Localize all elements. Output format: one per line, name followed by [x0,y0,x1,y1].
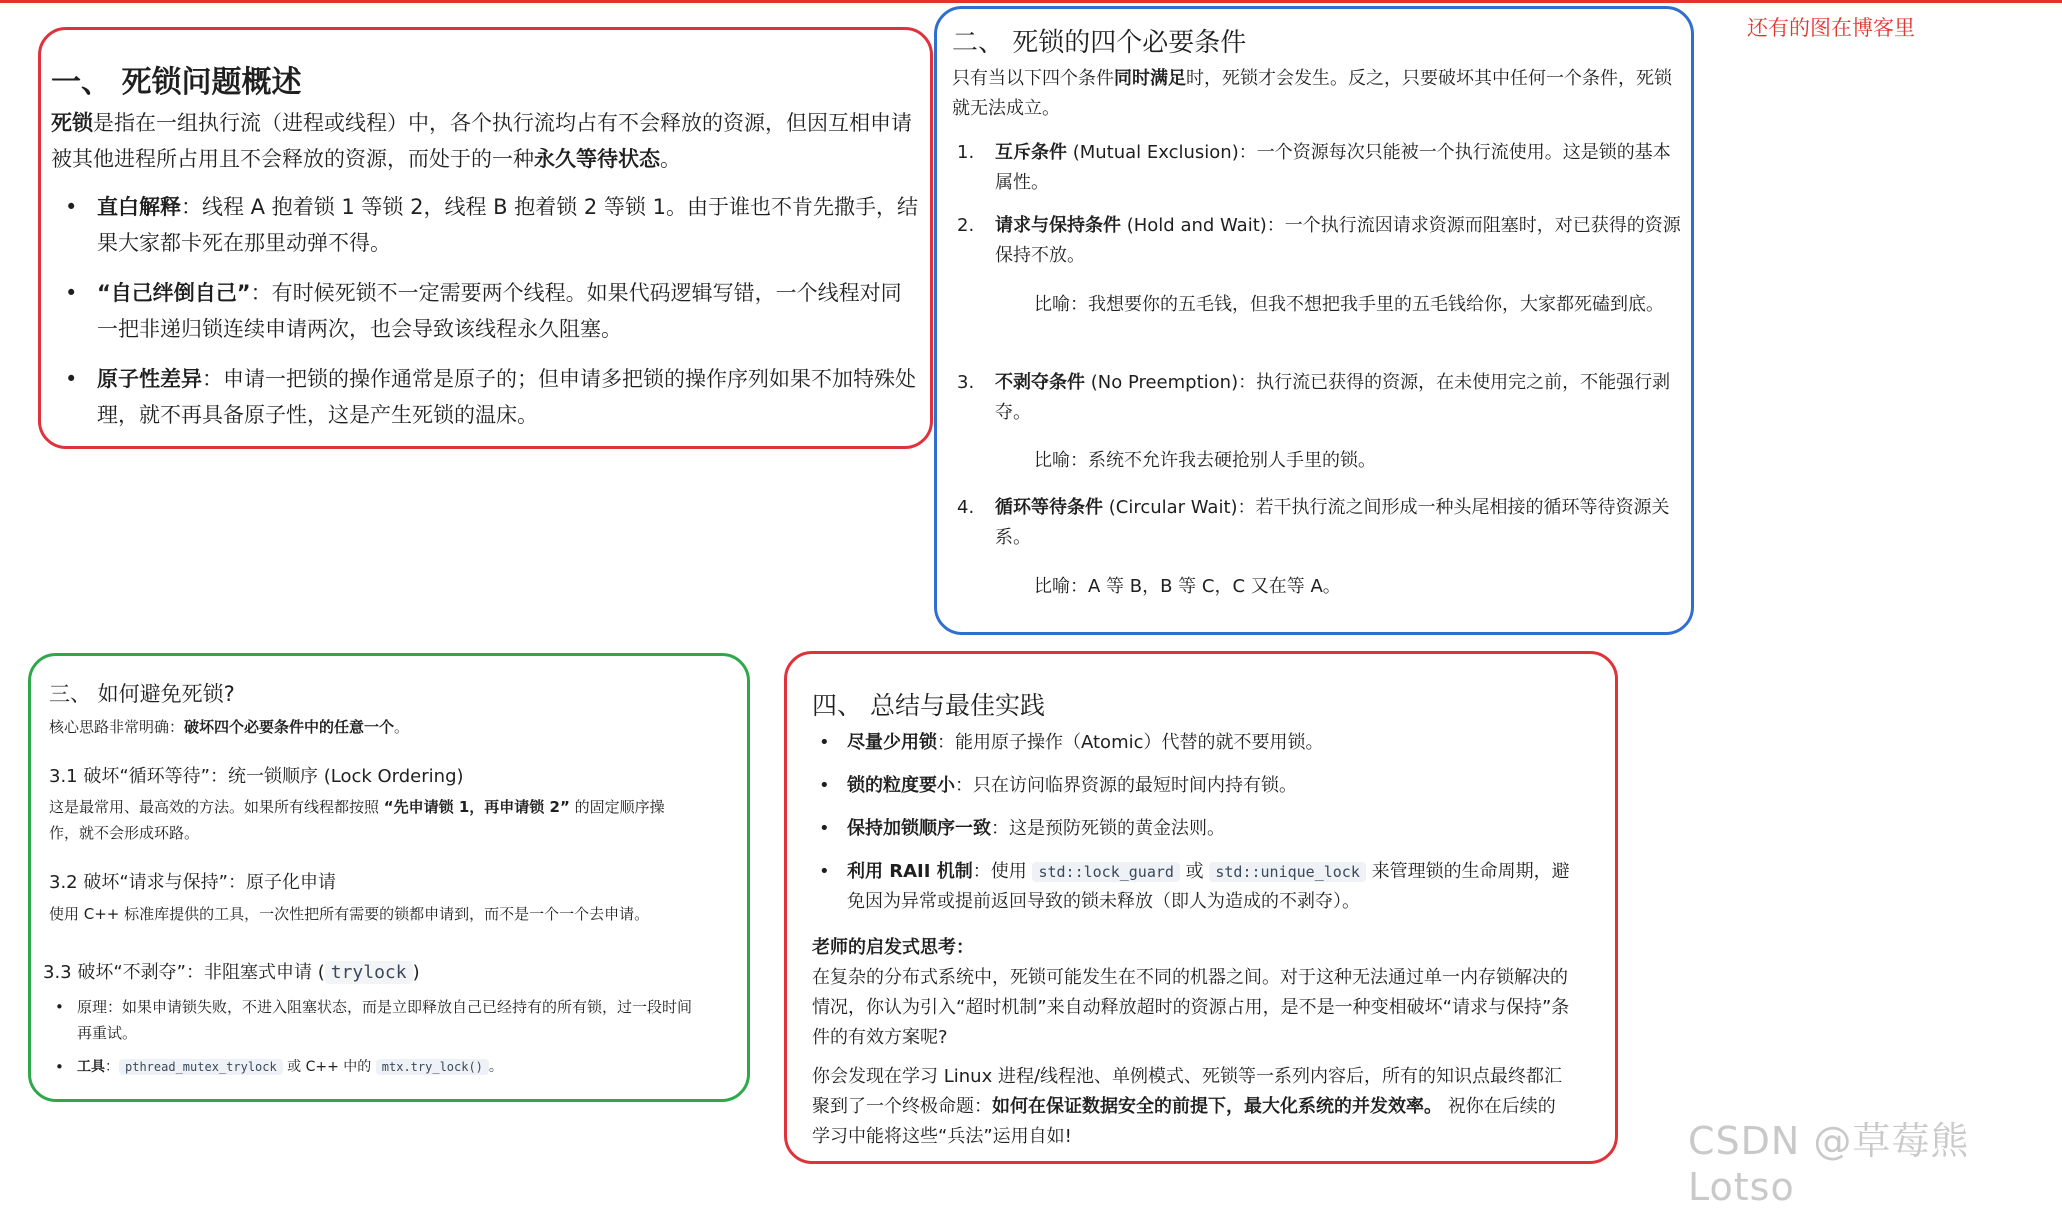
section-title: 四、 总结与最佳实践 [812,691,1045,720]
bullet-text: ：有时候死锁不一定需要两个线程。如果代码逻辑写错，一个线程对同一把非递归锁连续申请两次，也会导致该线程永久阻塞。 [97,281,902,341]
bullet-label: 原子性差异 [97,367,202,391]
bullet-label: 直白解释 [97,195,181,219]
intro-end: 。 [660,147,681,171]
condition-item [957,211,1687,271]
list-item [49,994,699,1046]
text: ) [412,962,420,983]
metaphor-text: 比喻：A 等 B，B 等 C，C 又在等 A。 [1034,576,1341,597]
bullet-icon: • [65,195,78,219]
text: ： [105,1059,119,1075]
list-item [807,814,1587,844]
section-deadlock-overview [38,27,933,449]
intro-text: 核心思路非常明确： [49,718,185,736]
condition-name: 不剥夺条件 [995,372,1085,393]
text: 3.3 破坏“不剥夺”：非阻塞式申请 ( [43,962,325,983]
blog-note: 还有的图在博客里 [1747,16,1915,40]
bullet-label: “自己绊倒自己” [97,281,251,305]
intro-paragraph [952,64,1682,124]
bullet-icon: • [819,818,830,839]
csdn-watermark: CSDN @草莓熊Lotso [1688,1119,1970,1209]
condition-name: 循环等待条件 [995,497,1103,518]
text: 的固定顺序操作，就不会形成环路。 [49,798,665,842]
intro-text: 是指在一组执行流（进程或线程）中，各个执行流均占有不会释放的资源，但因互相申请被其他进程所占用且不会释放的资源，而处于的一种 [51,111,912,171]
intro-paragraph [49,714,729,740]
subsection-3-3-title [43,958,420,984]
text: 。 [488,1059,503,1075]
list-item [51,189,921,261]
condition-item [957,493,1687,553]
bullet-text: ：这是预防死锁的黄金法则。 [991,818,1225,839]
term-deadlock: 死锁 [51,111,93,135]
code-trylock: trylock [325,961,413,984]
text: 祝你在后续的学习中能将这些“兵法”运用自如! [812,1096,1556,1147]
top-border-line [0,0,2062,3]
code-unique-lock: std::unique_lock [1209,862,1366,882]
bullet-label: 工具 [77,1059,105,1075]
item-number: 1. [957,142,975,163]
bullet-icon: • [65,367,78,391]
text: 来管理锁的生命周期，避免因为异常或提前返回导致的锁未释放（即人为造成的不剥夺）。 [847,861,1570,912]
condition-name: 互斥条件 [995,142,1067,163]
code-pthread-trylock: pthread_mutex_trylock [119,1059,283,1075]
section-avoid-deadlock [28,653,750,1102]
list-item [807,857,1587,917]
bullet-icon: • [819,775,830,796]
bullet-icon: • [55,1058,64,1076]
bullet-label: 尽量少用锁 [847,732,937,753]
section-best-practices [784,651,1618,1164]
section-title: 二、 死锁的四个必要条件 [952,28,1247,58]
teacher-thinking-title: 老师的启发式思考： [812,937,974,958]
metaphor-text: 比喻：我想要你的五毛钱，但我不想把我手里的五毛钱给你，大家都死磕到底。 [1034,294,1664,315]
metaphor-text: 比喻：系统不允许我去硬抢别人手里的锁。 [1034,450,1376,471]
intro-end: 。 [394,718,410,736]
text-bold: “先申请锁 1，再申请锁 2” [383,798,570,816]
list-item [51,275,921,347]
bullet-label: 锁的粒度要小 [847,775,955,796]
bullet-icon: • [65,281,78,305]
intro-text: 只有当以下四个条件 [952,68,1114,89]
bullet-text: ：只在访问临界资源的最短时间内持有锁。 [955,775,1297,796]
term-simultaneous: 同时满足 [1114,68,1186,89]
term-permanent-wait: 永久等待状态 [534,147,660,171]
intro-text: 时，死锁才会发生。反之，只要破坏其中任何一个条件，死锁就无法成立。 [952,68,1672,119]
bullet-text: ：能用原子操作（Atomic）代替的就不要用锁。 [937,732,1324,753]
bullet-text: ：申请一把锁的操作通常是原子的；但申请多把锁的操作序列如果不加特殊处理，就不再具备原子性，这是产生死锁的温床。 [97,367,916,427]
subsection-3-2-text: 使用 C++ 标准库提供的工具，一次性把所有需要的锁都申请到，而不是一个一个去申请。 [49,905,650,923]
item-number: 4. [957,497,975,518]
text: 你会发现在学习 Linux 进程/线程池、单例模式、死锁等一系列内容后，所有的知识点最终都汇聚到了一个终极命题： [812,1066,1563,1117]
condition-text: (Circular Wait)：若干执行流之间形成一种头尾相接的循环等待资源关系。 [995,497,1670,548]
closing-paragraph [812,1062,1572,1152]
bullet-icon: • [819,861,830,882]
text: 这是最常用、最高效的方法。如果所有线程都按照 [49,798,384,816]
text: 或 C++ 中的 [282,1059,376,1075]
condition-text: (No Preemption)：执行流已获得的资源，在未使用完之前，不能强行剥夺。 [995,372,1671,423]
text: ：使用 [972,861,1033,882]
text-bold: 如何在保证数据安全的前提下，最大化系统的并发效率。 [992,1096,1442,1117]
condition-text: (Hold and Wait)：一个执行流因请求资源而阻塞时，对已获得的资源保持不放。 [995,215,1681,266]
code-try-lock: mtx.try_lock() [376,1059,489,1075]
item-number: 2. [957,215,975,236]
item-number: 3. [957,372,975,393]
section-title: 一、 死锁问题概述 [51,65,302,100]
list-item [49,1054,729,1080]
subsection-3-2-title: 3.2 破坏“请求与保持”：原子化申请 [49,872,336,893]
condition-name: 请求与保持条件 [995,215,1121,236]
bullet-text: ：线程 A 抱着锁 1 等锁 2，线程 B 抱着锁 2 等锁 1。由于谁也不肯先撒手，结果大家都卡死在那里动弹不得。 [97,195,918,255]
subsection-3-1-text [49,794,679,846]
bullet-icon: • [819,732,830,753]
term-break-condition: 破坏四个必要条件中的任意一个 [184,718,395,736]
bullet-icon: • [55,998,64,1016]
list-item [807,728,1587,758]
subsection-3-1-title: 3.1 破坏“循环等待”：统一锁顺序 (Lock Ordering) [49,766,464,787]
condition-item [957,368,1687,428]
section-title: 三、 如何避免死锁? [49,682,235,706]
bullet-label: 保持加锁顺序一致 [847,818,991,839]
list-item [51,361,921,433]
code-lock-guard: std::lock_guard [1032,862,1179,882]
condition-item [957,138,1687,198]
text: 或 [1179,861,1210,882]
list-item [807,771,1587,801]
teacher-thinking-text: 在复杂的分布式系统中，死锁可能发生在不同的机器之间。对于这种无法通过单一内存锁解决的情况，你认为引入“超时机制”来自动释放超时的资源占用，是不是一种变相破坏“请求与保持”条件的有效方案呢? [812,967,1570,1048]
condition-text: (Mutual Exclusion)：一个资源每次只能被一个执行流使用。这是锁的基本属性。 [995,142,1671,193]
bullet-label: 利用 RAII 机制 [847,861,973,882]
intro-paragraph [51,105,921,177]
section-four-conditions [934,6,1694,635]
bullet-text: 原理：如果申请锁失败，不进入阻塞状态，而是立即释放自己已经持有的所有锁，过一段时间再重试。 [77,998,693,1042]
